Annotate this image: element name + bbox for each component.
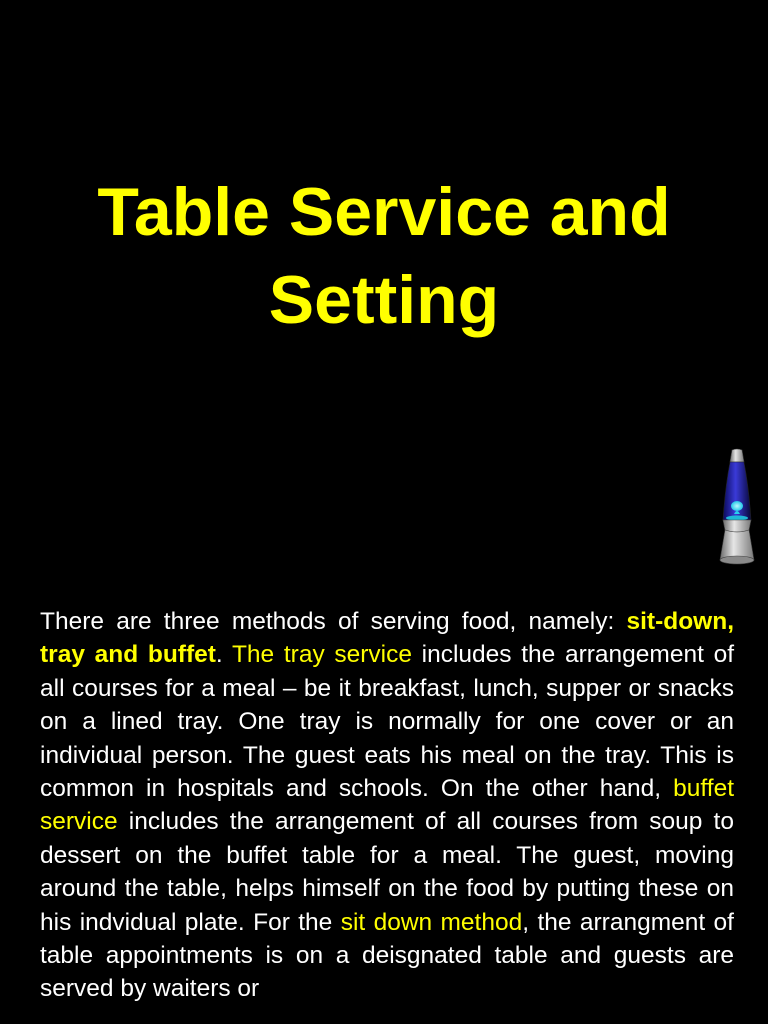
lava-lamp-icon: [716, 448, 758, 570]
slide-title-line-2: Setting: [268, 262, 500, 338]
paragraph-text: There are three methods of serving food, namely:: [40, 608, 627, 635]
highlight-methods: sit-down, tray and buffet: [40, 608, 734, 669]
slide-title-line-1: Table Service and: [97, 174, 671, 250]
highlight-sit-down-method: sit down method: [340, 908, 523, 936]
paragraph-text: includes the arrangement of all courses from soup to dessert on the buffet table for a meal. The guest, moving around the table, helps himself on the food by putting these on his indvidual plate. For the: [40, 808, 734, 936]
body-paragraph: [40, 605, 734, 1006]
paragraph-text: .: [215, 641, 232, 669]
highlight-tray-service: The tray service: [231, 641, 412, 669]
paragraph-text: includes the arrangement of all courses for a meal – be it breakfast, lunch, supper or snacks on a lined tray. One tray is normally for one cover or an individual person. The guest eats his meal on the tray. This is common in hospitals and schools. On the other hand,: [40, 641, 734, 803]
paragraph-text: , the arrangment of table appointments is on a deisgnated table and guests are served by waiters or: [40, 908, 734, 1003]
highlight-buffet-service: buffet service: [40, 775, 734, 836]
slide-title: [0, 168, 768, 344]
